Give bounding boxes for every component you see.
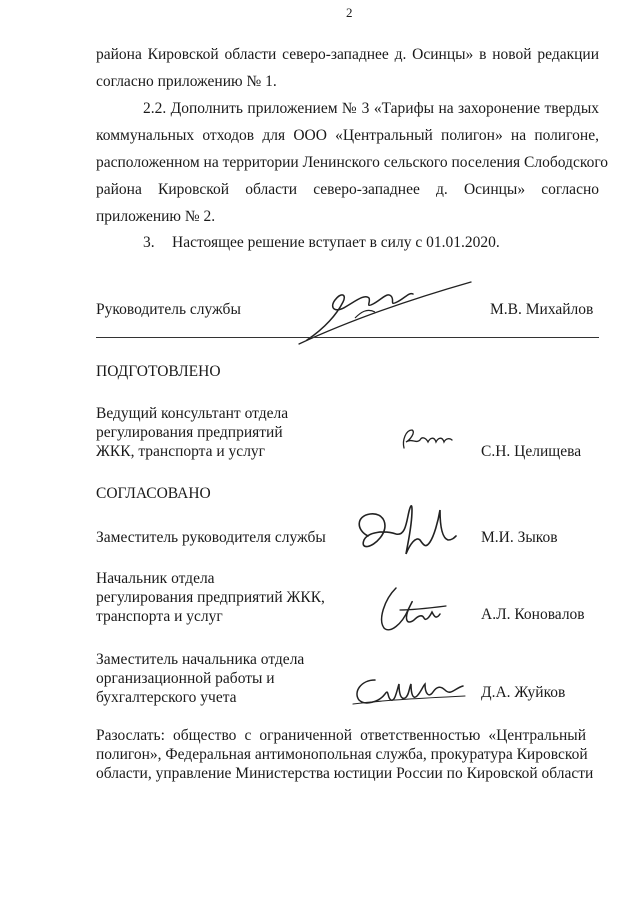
prepared-role-line3: ЖКК, транспорта и услуг: [96, 443, 266, 460]
para2-line3: расположенном на территории Ленинского сельского поселения Слободского: [96, 154, 609, 171]
agreed-signer3-role-line1: Заместитель начальника отдела: [96, 651, 305, 668]
para3-text: Настоящее решение вступает в силу с 01.01.2020.: [172, 234, 500, 251]
prepared-role-line1: Ведущий консультант отдела: [96, 405, 289, 422]
agreed-signer1-name: М.И. Зыков: [481, 529, 558, 546]
para1-line1: района Кировской области северо-западнее д. Осинцы» в новой редакции: [96, 46, 599, 63]
signature-zykov-icon: [350, 496, 460, 562]
distribution-line1: Разослать: общество с ограниченной ответственностью «Центральный: [96, 727, 586, 744]
head-name: М.В. Михайлов: [490, 301, 594, 318]
agreed-heading: СОГЛАСОВАНО: [96, 485, 211, 502]
page-number: 2: [346, 5, 353, 20]
para2-line4: района Кировской области северо-западнее д. Осинцы» согласно: [96, 181, 599, 198]
agreed-signer2-role-line2: регулирования предприятий ЖКК,: [96, 589, 325, 606]
prepared-heading: ПОДГОТОВЛЕНО: [96, 363, 221, 380]
prepared-role-line2: регулирования предприятий: [96, 424, 283, 441]
agreed-signer3-name: Д.А. Жуйков: [481, 684, 566, 701]
agreed-signer3-role-line2: организационной работы и: [96, 670, 275, 687]
para3-number: 3.: [143, 234, 155, 251]
agreed-signer2-name: А.Л. Коновалов: [481, 606, 585, 623]
head-role: Руководитель службы: [96, 301, 241, 318]
para1-line2: согласно приложению № 1.: [96, 73, 277, 90]
agreed-signer2-role-line1: Начальник отдела: [96, 570, 215, 587]
prepared-name: С.Н. Целищева: [481, 443, 582, 460]
agreed-signer1-role: Заместитель руководителя службы: [96, 529, 326, 546]
para2-line5: приложению № 2.: [96, 208, 216, 225]
signature-konovalov-icon: [374, 580, 454, 640]
signature-zhuikov-icon: [345, 670, 470, 714]
distribution-line3: области, управление Министерства юстиции России по Кировской области: [96, 765, 594, 782]
para2-line2: коммунальных отходов для ООО «Центральный полигон» на полигоне,: [96, 127, 599, 144]
agreed-signer2-role-line3: транспорта и услуг: [96, 608, 223, 625]
distribution-line2: полигон», Федеральная антимонопольная служба, прокуратура Кировской: [96, 746, 588, 763]
signature-tselishcheva-icon: [398, 424, 458, 454]
para2-line1: 2.2. Дополнить приложением № 3 «Тарифы на захоронение твердых: [143, 100, 599, 117]
signature-divider: [96, 337, 599, 338]
agreed-signer3-role-line3: бухгалтерского учета: [96, 689, 237, 706]
